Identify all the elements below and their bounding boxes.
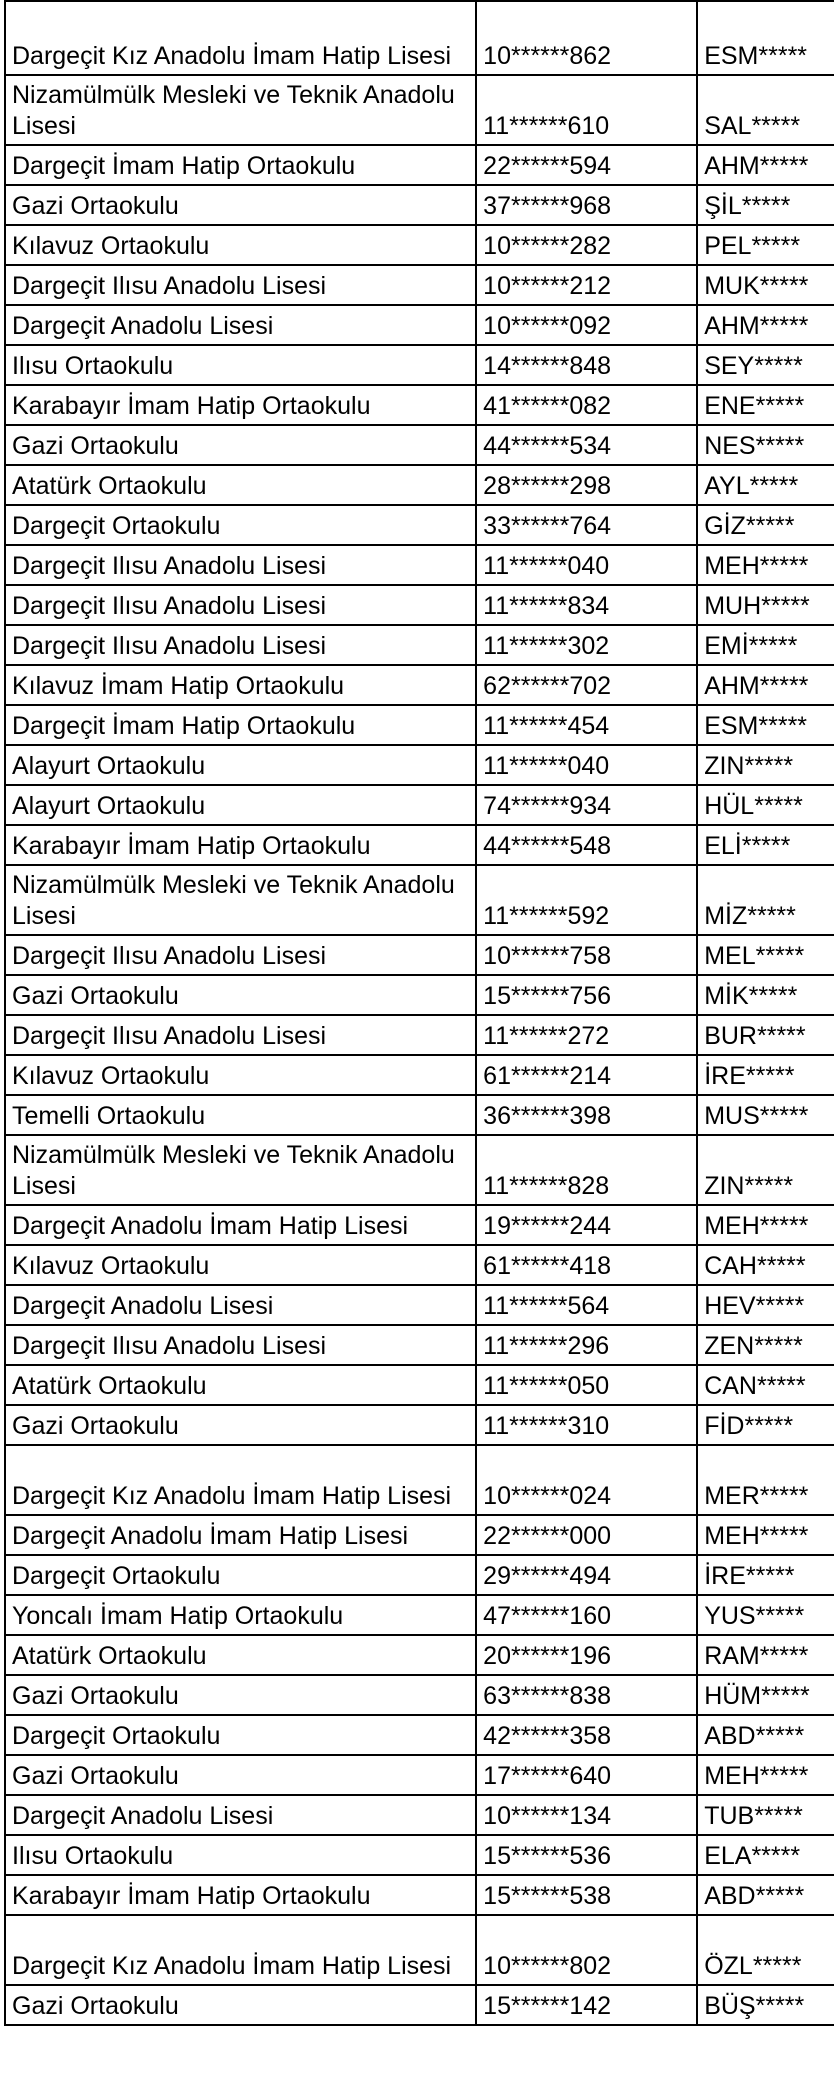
name-cell: ENE*****: [697, 385, 834, 425]
table-row: [5, 1135, 834, 1205]
id-cell: 36******398: [476, 1095, 697, 1135]
table-body: [5, 1, 834, 2025]
id-cell: 44******548: [476, 825, 697, 865]
id-cell: 74******934: [476, 785, 697, 825]
name-cell: AHM*****: [697, 305, 834, 345]
table-row: [5, 825, 834, 865]
id-cell: 17******640: [476, 1755, 697, 1795]
name-cell: İRE*****: [697, 1055, 834, 1095]
school-cell: Alayurt Ortaokulu: [5, 785, 476, 825]
table-row: [5, 1015, 834, 1055]
table-row: [5, 1985, 834, 2025]
id-cell: 10******862: [476, 1, 697, 75]
school-cell: Dargeçit İmam Hatip Ortaokulu: [5, 145, 476, 185]
table-row: [5, 1, 834, 75]
table-row: [5, 1595, 834, 1635]
school-cell: Dargeçit Ortaokulu: [5, 505, 476, 545]
name-cell: HÜL*****: [697, 785, 834, 825]
name-cell: AHM*****: [697, 665, 834, 705]
school-cell: Kılavuz İmam Hatip Ortaokulu: [5, 665, 476, 705]
school-cell: Dargeçit Ilısu Anadolu Lisesi: [5, 1015, 476, 1055]
name-cell: MUH*****: [697, 585, 834, 625]
school-cell: Dargeçit Ilısu Anadolu Lisesi: [5, 585, 476, 625]
school-cell: Dargeçit Ilısu Anadolu Lisesi: [5, 625, 476, 665]
name-cell: BÜŞ*****: [697, 1985, 834, 2025]
name-cell: ABD*****: [697, 1715, 834, 1755]
id-cell: 44******534: [476, 425, 697, 465]
name-cell: AYL*****: [697, 465, 834, 505]
table-row: [5, 1635, 834, 1675]
school-cell: Gazi Ortaokulu: [5, 1405, 476, 1445]
school-cell: Ilısu Ortaokulu: [5, 345, 476, 385]
name-cell: ÖZL*****: [697, 1915, 834, 1985]
school-cell: Gazi Ortaokulu: [5, 185, 476, 225]
school-cell: Dargeçit Ilısu Anadolu Lisesi: [5, 1325, 476, 1365]
table-row: [5, 1755, 834, 1795]
name-cell: EMİ*****: [697, 625, 834, 665]
name-cell: PEL*****: [697, 225, 834, 265]
name-cell: MEH*****: [697, 1205, 834, 1245]
school-cell: Ilısu Ortaokulu: [5, 1835, 476, 1875]
school-cell: Gazi Ortaokulu: [5, 1755, 476, 1795]
table-row: [5, 785, 834, 825]
id-cell: 11******296: [476, 1325, 697, 1365]
id-cell: 11******454: [476, 705, 697, 745]
name-cell: MEL*****: [697, 935, 834, 975]
table-row: [5, 1325, 834, 1365]
name-cell: AHM*****: [697, 145, 834, 185]
id-cell: 10******092: [476, 305, 697, 345]
name-cell: HÜM*****: [697, 1675, 834, 1715]
name-cell: ŞİL*****: [697, 185, 834, 225]
school-cell: Karabayır İmam Hatip Ortaokulu: [5, 825, 476, 865]
name-cell: MEH*****: [697, 545, 834, 585]
id-cell: 63******838: [476, 1675, 697, 1715]
id-cell: 11******050: [476, 1365, 697, 1405]
school-cell: Dargeçit Anadolu Lisesi: [5, 305, 476, 345]
id-cell: 11******040: [476, 745, 697, 785]
table-row: [5, 1445, 834, 1515]
id-cell: 11******040: [476, 545, 697, 585]
table-row: [5, 1405, 834, 1445]
id-cell: 10******802: [476, 1915, 697, 1985]
id-cell: 10******282: [476, 225, 697, 265]
name-cell: HEV*****: [697, 1285, 834, 1325]
table-row: [5, 1715, 834, 1755]
id-cell: 47******160: [476, 1595, 697, 1635]
table-row: [5, 1835, 834, 1875]
school-cell: Dargeçit İmam Hatip Ortaokulu: [5, 705, 476, 745]
id-cell: 11******564: [476, 1285, 697, 1325]
school-cell: Dargeçit Kız Anadolu İmam Hatip Lisesi: [5, 1915, 476, 1985]
name-cell: MUK*****: [697, 265, 834, 305]
name-cell: ZIN*****: [697, 745, 834, 785]
table-row: [5, 265, 834, 305]
id-cell: 11******610: [476, 75, 697, 145]
school-cell: Nizamülmülk Mesleki ve Teknik Anadolu Lisesi: [5, 1135, 476, 1205]
school-cell: Gazi Ortaokulu: [5, 425, 476, 465]
id-cell: 15******756: [476, 975, 697, 1015]
school-cell: Karabayır İmam Hatip Ortaokulu: [5, 385, 476, 425]
id-cell: 61******418: [476, 1245, 697, 1285]
id-cell: 41******082: [476, 385, 697, 425]
id-cell: 62******702: [476, 665, 697, 705]
id-cell: 22******000: [476, 1515, 697, 1555]
table-row: [5, 625, 834, 665]
id-cell: 28******298: [476, 465, 697, 505]
table-row: [5, 705, 834, 745]
table-row: [5, 1095, 834, 1135]
school-cell: Yoncalı İmam Hatip Ortaokulu: [5, 1595, 476, 1635]
school-cell: Gazi Ortaokulu: [5, 975, 476, 1015]
school-cell: Dargeçit Ortaokulu: [5, 1715, 476, 1755]
table-row: [5, 745, 834, 785]
student-table: [4, 0, 834, 2026]
name-cell: ZIN*****: [697, 1135, 834, 1205]
school-cell: Nizamülmülk Mesleki ve Teknik Anadolu Lisesi: [5, 865, 476, 935]
school-cell: Dargeçit Kız Anadolu İmam Hatip Lisesi: [5, 1, 476, 75]
school-cell: Alayurt Ortaokulu: [5, 745, 476, 785]
id-cell: 11******302: [476, 625, 697, 665]
school-cell: Kılavuz Ortaokulu: [5, 225, 476, 265]
table-row: [5, 865, 834, 935]
table-row: [5, 935, 834, 975]
school-cell: Karabayır İmam Hatip Ortaokulu: [5, 1875, 476, 1915]
school-cell: Dargeçit Ilısu Anadolu Lisesi: [5, 265, 476, 305]
name-cell: MİZ*****: [697, 865, 834, 935]
table-row: [5, 1055, 834, 1095]
name-cell: MİK*****: [697, 975, 834, 1015]
school-cell: Dargeçit Kız Anadolu İmam Hatip Lisesi: [5, 1445, 476, 1515]
table-row: [5, 1365, 834, 1405]
id-cell: 11******828: [476, 1135, 697, 1205]
name-cell: ZEN*****: [697, 1325, 834, 1365]
id-cell: 11******272: [476, 1015, 697, 1055]
school-cell: Gazi Ortaokulu: [5, 1675, 476, 1715]
id-cell: 29******494: [476, 1555, 697, 1595]
table-row: [5, 345, 834, 385]
table-row: [5, 1915, 834, 1985]
id-cell: 15******538: [476, 1875, 697, 1915]
table-row: [5, 425, 834, 465]
name-cell: ESM*****: [697, 705, 834, 745]
school-cell: Dargeçit Ilısu Anadolu Lisesi: [5, 545, 476, 585]
table-row: [5, 1675, 834, 1715]
school-cell: Atatürk Ortaokulu: [5, 1635, 476, 1675]
id-cell: 20******196: [476, 1635, 697, 1675]
name-cell: ELİ*****: [697, 825, 834, 865]
id-cell: 37******968: [476, 185, 697, 225]
school-cell: Gazi Ortaokulu: [5, 1985, 476, 2025]
name-cell: ELA*****: [697, 1835, 834, 1875]
name-cell: BUR*****: [697, 1015, 834, 1055]
school-cell: Temelli Ortaokulu: [5, 1095, 476, 1135]
name-cell: CAN*****: [697, 1365, 834, 1405]
id-cell: 15******142: [476, 1985, 697, 2025]
school-cell: Nizamülmülk Mesleki ve Teknik Anadolu Lisesi: [5, 75, 476, 145]
table-row: [5, 385, 834, 425]
table-row: [5, 465, 834, 505]
name-cell: RAM*****: [697, 1635, 834, 1675]
name-cell: ABD*****: [697, 1875, 834, 1915]
name-cell: CAH*****: [697, 1245, 834, 1285]
table-row: [5, 185, 834, 225]
id-cell: 61******214: [476, 1055, 697, 1095]
table-row: [5, 1285, 834, 1325]
table-row: [5, 505, 834, 545]
id-cell: 14******848: [476, 345, 697, 385]
id-cell: 11******310: [476, 1405, 697, 1445]
id-cell: 10******758: [476, 935, 697, 975]
id-cell: 10******212: [476, 265, 697, 305]
name-cell: ESM*****: [697, 1, 834, 75]
table-row: [5, 1795, 834, 1835]
name-cell: YUS*****: [697, 1595, 834, 1635]
table-row: [5, 665, 834, 705]
school-cell: Atatürk Ortaokulu: [5, 1365, 476, 1405]
name-cell: TUB*****: [697, 1795, 834, 1835]
name-cell: NES*****: [697, 425, 834, 465]
school-cell: Dargeçit Anadolu Lisesi: [5, 1285, 476, 1325]
table-row: [5, 75, 834, 145]
table-row: [5, 225, 834, 265]
id-cell: 19******244: [476, 1205, 697, 1245]
school-cell: Dargeçit Ortaokulu: [5, 1555, 476, 1595]
name-cell: MUS*****: [697, 1095, 834, 1135]
id-cell: 15******536: [476, 1835, 697, 1875]
table-row: [5, 1515, 834, 1555]
table-row: [5, 585, 834, 625]
id-cell: 10******024: [476, 1445, 697, 1515]
table-row: [5, 975, 834, 1015]
school-cell: Atatürk Ortaokulu: [5, 465, 476, 505]
name-cell: SAL*****: [697, 75, 834, 145]
name-cell: FİD*****: [697, 1405, 834, 1445]
name-cell: İRE*****: [697, 1555, 834, 1595]
table-row: [5, 545, 834, 585]
name-cell: MEH*****: [697, 1515, 834, 1555]
table-row: [5, 1205, 834, 1245]
table-row: [5, 1245, 834, 1285]
table-row: [5, 1875, 834, 1915]
school-cell: Kılavuz Ortaokulu: [5, 1245, 476, 1285]
id-cell: 33******764: [476, 505, 697, 545]
name-cell: MEH*****: [697, 1755, 834, 1795]
name-cell: MER*****: [697, 1445, 834, 1515]
name-cell: SEY*****: [697, 345, 834, 385]
table-row: [5, 145, 834, 185]
id-cell: 11******592: [476, 865, 697, 935]
id-cell: 22******594: [476, 145, 697, 185]
school-cell: Kılavuz Ortaokulu: [5, 1055, 476, 1095]
name-cell: GİZ*****: [697, 505, 834, 545]
id-cell: 11******834: [476, 585, 697, 625]
table-row: [5, 1555, 834, 1595]
school-cell: Dargeçit Anadolu İmam Hatip Lisesi: [5, 1515, 476, 1555]
school-cell: Dargeçit Ilısu Anadolu Lisesi: [5, 935, 476, 975]
table-row: [5, 305, 834, 345]
school-cell: Dargeçit Anadolu Lisesi: [5, 1795, 476, 1835]
id-cell: 10******134: [476, 1795, 697, 1835]
id-cell: 42******358: [476, 1715, 697, 1755]
school-cell: Dargeçit Anadolu İmam Hatip Lisesi: [5, 1205, 476, 1245]
